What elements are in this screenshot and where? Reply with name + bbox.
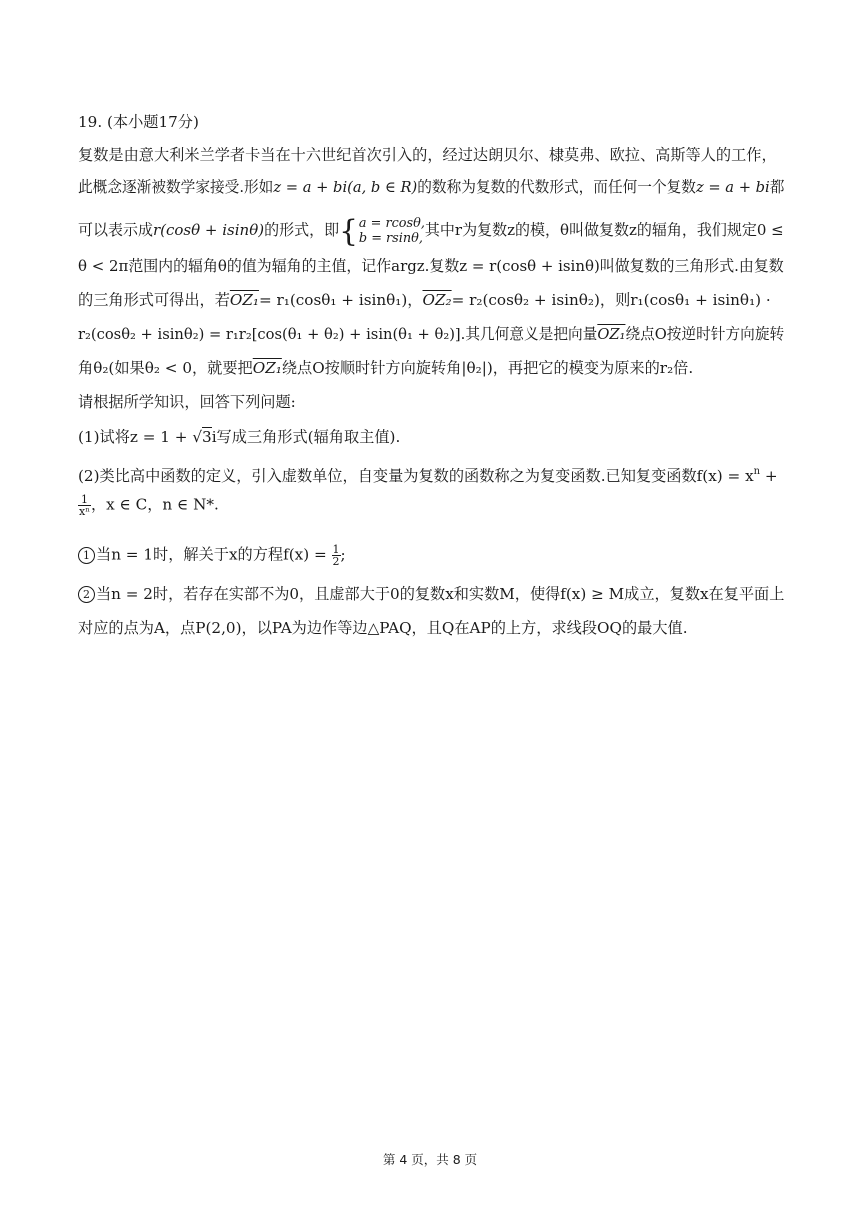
page-footer: 第 4 页，共 8 页 bbox=[382, 1152, 478, 1167]
equation-system: { a = rcosθ, b = rsinθ, bbox=[339, 213, 425, 249]
left-brace: { bbox=[339, 213, 358, 249]
circled-number-2: 2 bbox=[78, 586, 95, 603]
sub-question-1: 1 当n = 1时，解关于x的方程f(x) = $\frac{1}{2}$ ; bbox=[78, 544, 346, 567]
vector-oz1: OZ₁ bbox=[597, 325, 626, 343]
question-2-cont: $\frac{1}{\text{xⁿ}}$ ，x ∈ C，n ∈ N*. bbox=[79, 493, 219, 518]
text-line-8: 请根据所学知识，回答下列问题: bbox=[78, 393, 296, 411]
text-line-5: 的三角形式可得出，若OZ₁= r₁(cosθ₁ + isinθ₁)，OZ₂= r₂(cosθ₂ + isinθ₂)，则r₁(cosθ₁ + isinθ₁) · bbox=[78, 291, 771, 309]
fraction-1-over-xn: $\frac{1}{\text{xⁿ}}$ bbox=[79, 493, 90, 518]
fraction-one-half: $\frac{1}{2}$ bbox=[332, 543, 340, 568]
text-line-4: θ < 2π范围内的辐角θ的值为辐角的主值，记作argz.复数z = r(cosθ + isinθ)叫做复数的三角形式.由复数 bbox=[78, 257, 784, 275]
text-line-7: 角θ₂(如果θ₂ < 0，就要把OZ₁绕点O按顺时针方向旋转角|θ₂|)，再把它的模变为原来的r₂倍. bbox=[78, 359, 694, 377]
text-line-6: r₂(cosθ₂ + isinθ₂) = r₁r₂[cos(θ₁ + θ₂) + isin(θ₁ + θ₂)].其几何意义是把向量OZ₁绕点O按逆时针方向旋转 bbox=[78, 325, 785, 343]
question-2: (2)类比高中函数的定义，引入虚数单位，自变量为复数的函数称之为复变函数.已知复变函数$f(x) = x^n$ + bbox=[78, 466, 778, 485]
vector-oz1: OZ₁ bbox=[252, 359, 282, 377]
question-1: (1)试将z = 1 + √3i写成三角形式(辐角取主值). bbox=[78, 428, 401, 446]
sqrt-sign: √ bbox=[192, 428, 203, 446]
sub-question-2-cont: 对应的点为A，点P(2,0)，以PA为边作等边△PAQ，且Q在AP的上方，求线段OQ的最大值. bbox=[78, 619, 688, 637]
text-line-2: 此概念逐渐被数学家接受.形如z = a + bi(a, b ∈ R)的数称为复数的代数形式，而任何一个复数z = a + bi都 bbox=[78, 178, 785, 196]
problem-header: 19. (本小题17分) bbox=[78, 113, 199, 131]
sub-question-2: 2 当n = 2时，若存在实部不为0，且虚部大于0的复数x和实数M，使得f(x) ≥ M成立，复数x在复平面上 bbox=[78, 584, 784, 604]
text-line-3: 可以表示成r(cosθ + isinθ)的形式，即{ a = rcosθ, b = rsinθ, 其中r为复数z的模，θ叫做复数z的辐角，我们规定0 ≤ bbox=[78, 213, 784, 249]
text-line-1: 复数是由意大利米兰学者卡当在十六世纪首次引入的，经过达朗贝尔、棣莫弗、欧拉、高斯等人的工作， bbox=[78, 146, 777, 164]
vector-oz2: OZ₂ bbox=[422, 291, 452, 309]
circled-number-1: 1 bbox=[78, 547, 95, 564]
vector-oz1: OZ₁ bbox=[229, 291, 259, 309]
